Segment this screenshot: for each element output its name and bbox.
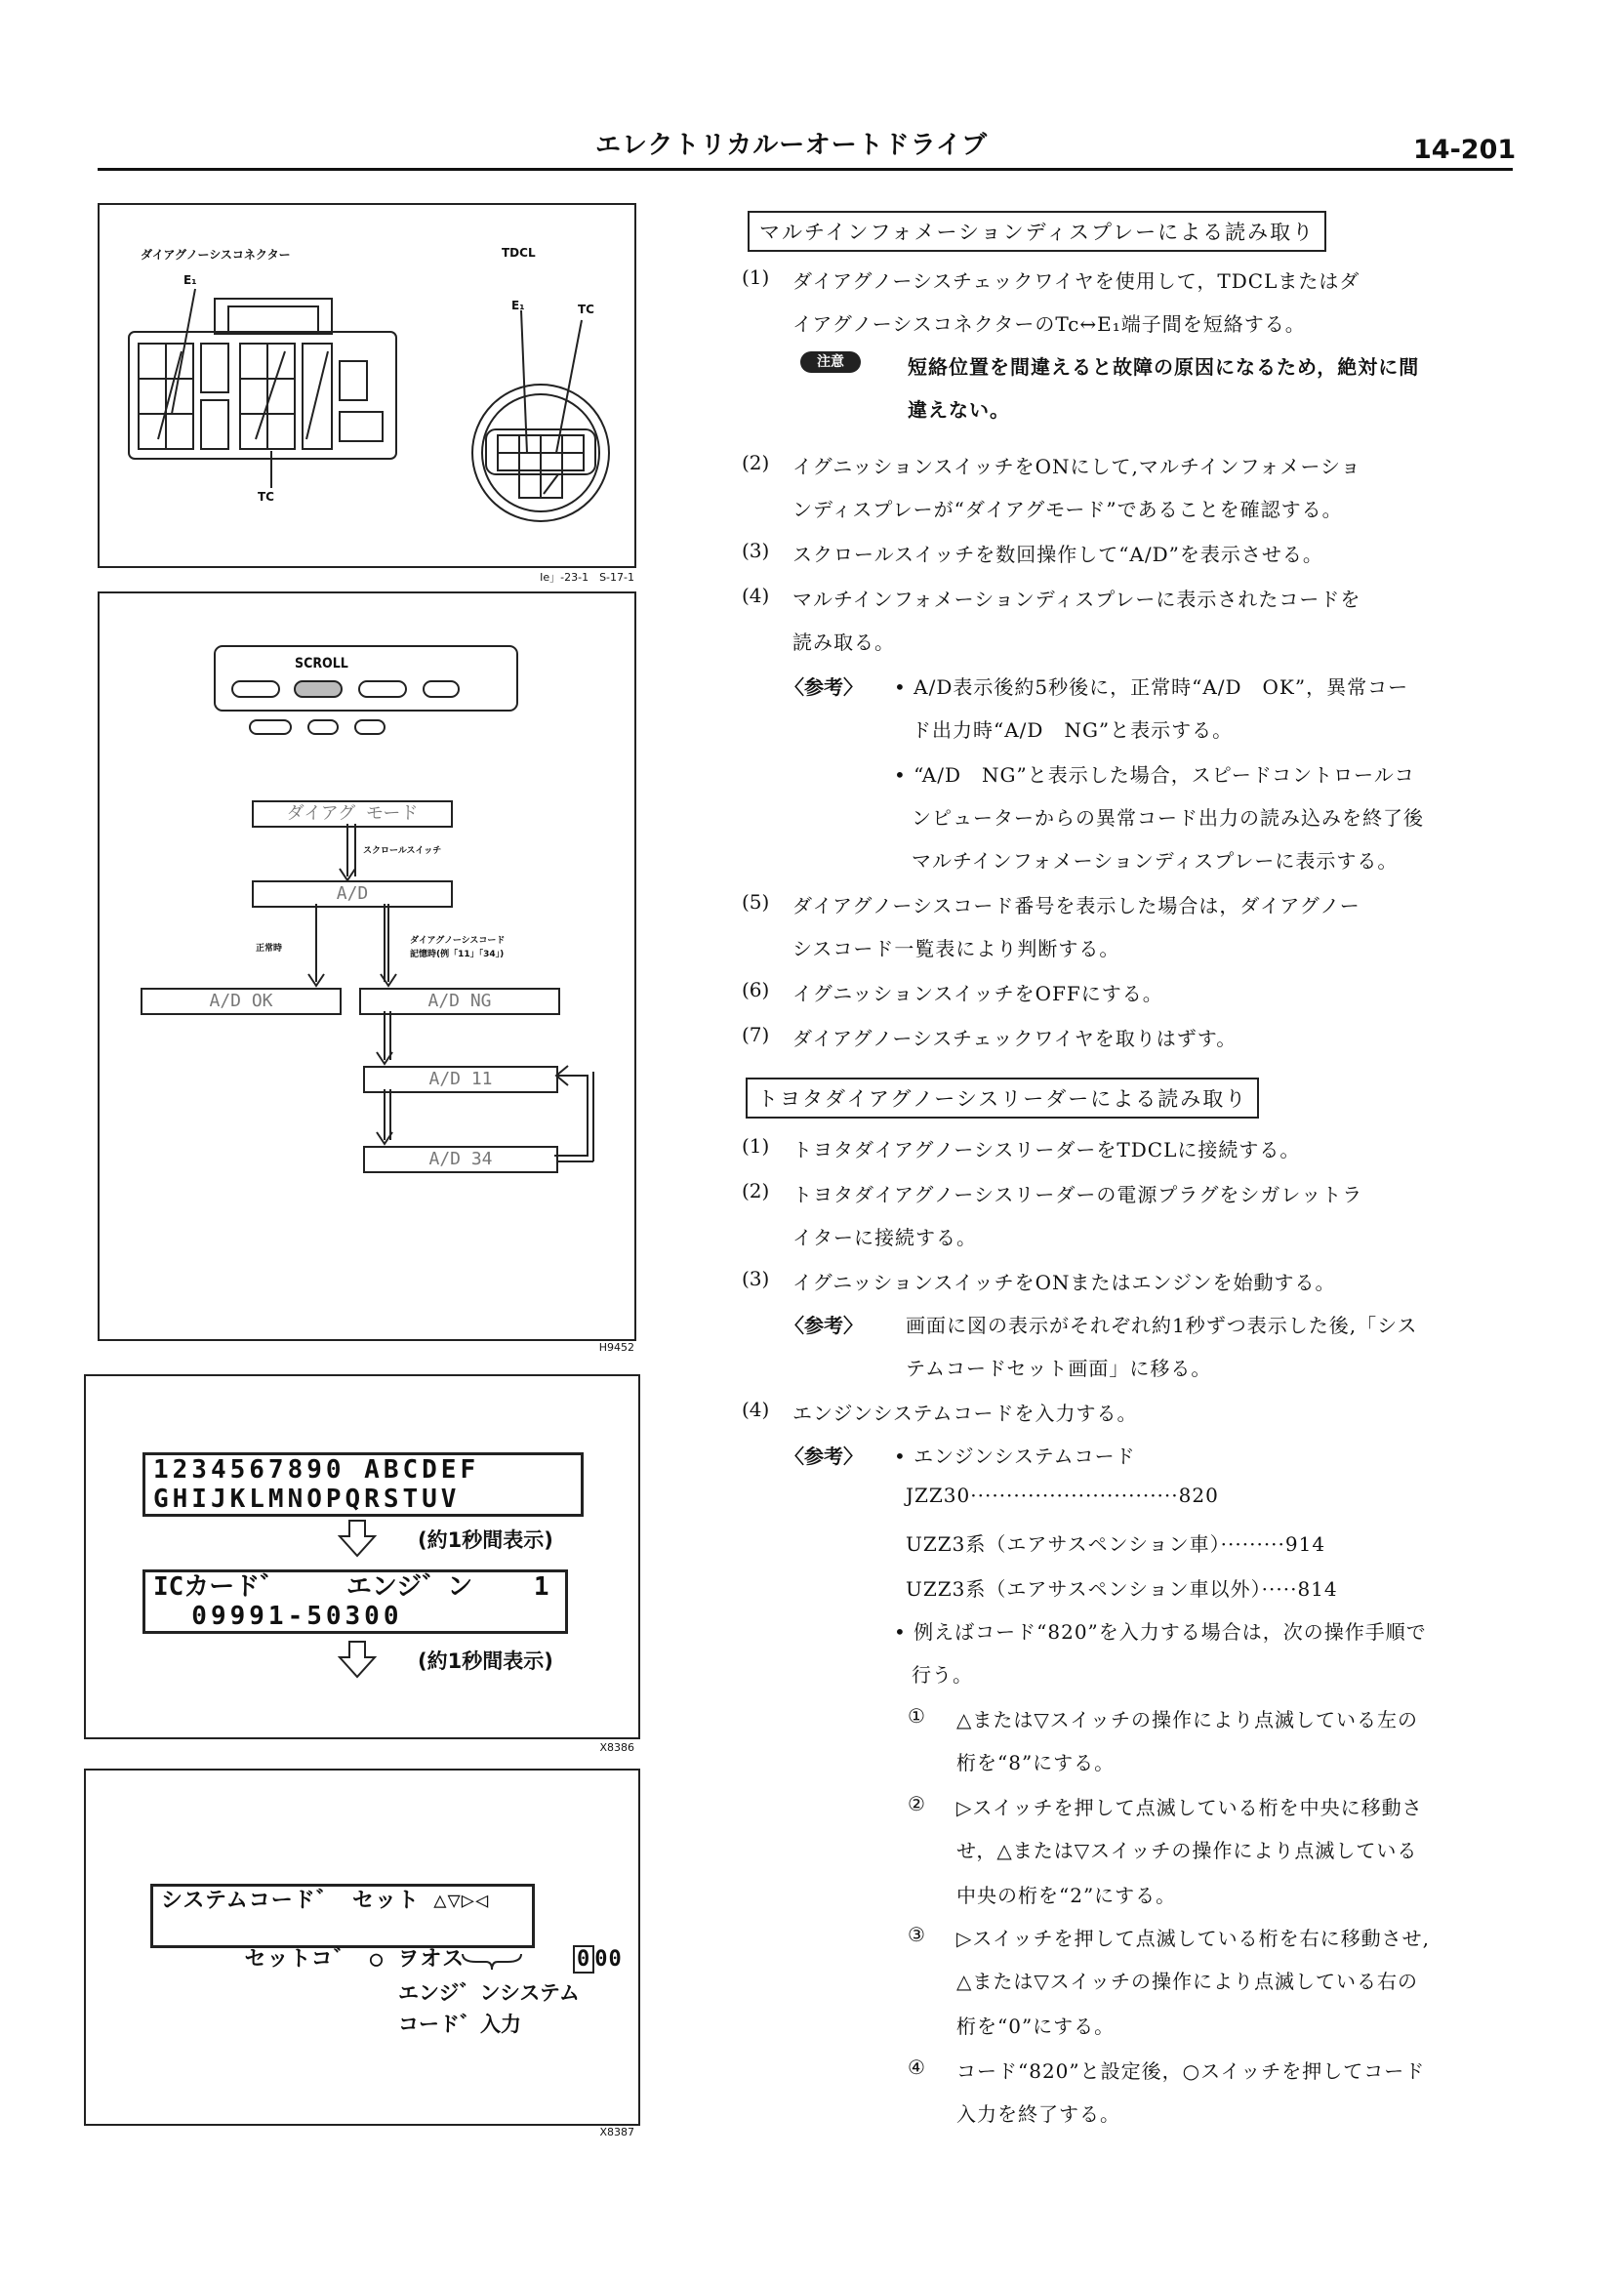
page-number: 14-201: [1413, 135, 1517, 165]
circle-2: ②: [908, 1792, 925, 1815]
lcd-system-code: [150, 1884, 623, 1972]
lcd-code-rest-digits: 00: [594, 1947, 623, 1972]
s2-step-2-num: (2): [742, 1179, 770, 1202]
example-line-1: • 例えばコード“820”を入力する場合は，次の操作手順で: [894, 1620, 1427, 1644]
engine-code-3: UZZ3系（エアサスペンション車以外）·····814: [906, 1577, 1338, 1601]
lcd-1-line-1: 1234567890 ABCDEF: [153, 1455, 480, 1485]
box-ad-34: A/D 34: [363, 1146, 558, 1173]
example-line-2: 行う。: [912, 1663, 973, 1687]
circle-2-line-3: 中央の桁を“2”にする。: [956, 1884, 1177, 1907]
figure-4-code: X8387: [599, 2126, 634, 2138]
figure-1-code: Ie」-23-1 S-17-1: [540, 571, 634, 584]
s1-step-3-line-1: スクロールスイッチを数回操作して“A/D”を表示させる。: [792, 543, 1323, 566]
s1-step-5-line-1: ダイアグノーシスコード番号を表示した場合は，ダイアグノー: [792, 894, 1360, 917]
connector-drawing: [100, 205, 634, 566]
lcd-2-line-2: 09991-50300: [153, 1602, 403, 1631]
s2-step-3-line-1: イグニッションスイッチをONまたはエンジンを始動する。: [792, 1271, 1336, 1294]
s1-ref-label: 〈参考〉: [785, 675, 863, 699]
s2-ref-label-1: 〈参考〉: [785, 1314, 863, 1337]
s2-ref-3-line-1: 画面に図の表示がそれぞれ約1秒ずつ表示した後,「シス: [906, 1314, 1418, 1337]
s1-ref-2-line-2: ンピューターからの異常コード出力の読み込みを終了後: [912, 806, 1424, 830]
s1-step-7-line-1: ダイアグノーシスチェックワイヤを取りはずす。: [792, 1027, 1238, 1050]
engine-code-1: JZZ30·····························820: [906, 1484, 1219, 1507]
s2-step-4-line-1: エンジンシステムコードを入力する。: [792, 1402, 1138, 1425]
engine-code-2: UZZ3系（エアサスペンション車）·········914: [906, 1532, 1326, 1556]
caution-line-1: 短絡位置を間違えると故障の原因になるため，絶対に間: [908, 355, 1420, 379]
diag-code-label-2: 記憶時(例「11」「34」): [410, 950, 505, 959]
s1-step-3-num: (3): [742, 539, 770, 562]
box-diag-mode: ダイアグ モード: [252, 800, 453, 828]
s2-step-3-num: (3): [742, 1267, 770, 1290]
down-arrow-icon-2: [338, 1640, 377, 1679]
s1-ref-1-line-2: ド出力時“A/D NG”と表示する。: [912, 718, 1234, 742]
section-1-heading: マルチインフォメーションディスプレーによる読み取り: [748, 211, 1326, 252]
s1-step-2-line-1: イグニッションスイッチをONにして,マルチインフォメーショ: [792, 455, 1361, 478]
engine-system-code-caption-1: エンジ゛ンシステム: [398, 1981, 580, 2005]
circle-4-line-1: コード“820”と設定後，○スイッチを押してコード: [956, 2059, 1426, 2083]
figure-reader-display: [84, 1374, 640, 1739]
page-header-title: エレクトリカルーオートドライブ: [595, 131, 989, 160]
lcd-system-line-1: システムコード゛ セット △▽▷◁: [161, 1889, 490, 1913]
s1-step-1-num: (1): [742, 265, 770, 289]
lcd-code-first-digit: 0: [573, 1945, 594, 1974]
circle-3-line-3: 桁を“0”にする。: [956, 2015, 1116, 2038]
circle-2-line-2: せ，△または▽スイッチの操作により点滅している: [956, 1839, 1418, 1862]
s1-step-4-num: (4): [742, 584, 770, 607]
box-ad-11: A/D 11: [363, 1066, 558, 1093]
lcd-2-line-1: ICカード゛ エンジ゛ン 1: [153, 1572, 549, 1602]
lcd-1-line-2: GHIJKLMNOPQRSTUV: [153, 1485, 461, 1514]
lcd-screen-2: [142, 1569, 568, 1634]
s2-step-1-line-1: トヨタダイアグノーシスリーダーをTDCLに接続する。: [792, 1138, 1301, 1161]
box-ad: A/D: [252, 880, 453, 908]
s1-step-5-num: (5): [742, 890, 770, 914]
circle-1-line-2: 桁を“8”にする。: [956, 1751, 1116, 1774]
s1-ref-2-line-1: • “A/D NG”と表示した場合，スピードコントロールコ: [894, 763, 1415, 787]
circle-3-line-2: △または▽スイッチの操作により点滅している右の: [956, 1970, 1418, 1993]
s2-step-4-num: (4): [742, 1398, 770, 1421]
box-ad-ng: A/D NG: [359, 988, 560, 1015]
scroll-panel-drawing: [100, 593, 634, 1339]
figure-2-code: H9452: [598, 1341, 634, 1354]
s1-step-7-num: (7): [742, 1023, 770, 1046]
circle-4: ④: [908, 2056, 925, 2079]
circle-2-line-1: ▷スイッチを押して点滅している桁を中央に移動さ: [956, 1796, 1423, 1819]
s1-step-1-line-2: イアグノーシスコネクターのTc↔E₁端子間を短絡する。: [792, 312, 1306, 336]
figure-flowchart: [98, 591, 636, 1341]
circle-3-line-1: ▷スイッチを押して点滅している桁を右に移動させ,: [956, 1927, 1430, 1950]
lcd-system-line-2-text: セットコ゛ ○ ヲオス: [244, 1947, 466, 1972]
s2-step-2-line-1: トヨタダイアグノーシスリーダーの電源プラグをシガレットラ: [792, 1183, 1363, 1206]
down-arrow-icon: [338, 1519, 377, 1558]
caution-icon: 注意: [800, 351, 861, 373]
figure-connectors: [98, 203, 636, 568]
figure-3-code: X8386: [599, 1741, 634, 1754]
s1-step-5-line-2: シスコード一覧表により判断する。: [792, 937, 1120, 960]
diag-code-label-1: ダイアグノーシスコード: [410, 936, 506, 946]
caption-2: (約1秒間表示): [418, 1649, 553, 1673]
s1-step-2-line-2: ンディスプレーが“ダイアグモード”であることを確認する。: [792, 498, 1343, 521]
tdcl-label: TDCL: [502, 246, 536, 260]
s1-step-1-line-1: ダイアグノーシスチェックワイヤを使用して，TDCLまたはダ: [792, 269, 1360, 293]
s1-step-6-line-1: イグニッションスイッチをOFFにする。: [792, 982, 1163, 1005]
circle-3: ③: [908, 1923, 925, 1946]
circle-1: ①: [908, 1704, 925, 1728]
header-rule: [98, 168, 1513, 171]
s1-step-4-line-1: マルチインフォメーションディスプレーに表示されたコードを: [792, 588, 1361, 611]
tc-label-right: TC: [578, 303, 594, 316]
figure-system-code-screen: [84, 1769, 640, 2126]
circle-4-line-2: 入力を終了する。: [956, 2102, 1120, 2126]
circle-1-line-1: △または▽スイッチの操作により点滅している左の: [956, 1708, 1418, 1731]
tc-label-left: TC: [258, 490, 274, 504]
scroll-label: SCROLL: [295, 656, 348, 672]
s2-ref-4-line-1: • エンジンシステムコード: [894, 1445, 1136, 1468]
s2-ref-label-2: 〈参考〉: [785, 1445, 863, 1468]
e1-label-left: E₁: [183, 273, 197, 287]
lcd-system-line-2: [153, 1916, 623, 1972]
s2-step-1-num: (1): [742, 1134, 770, 1158]
s1-ref-1-line-1: • A/D表示後約5秒後に，正常時“A/D OK”，異常コー: [894, 675, 1409, 699]
box-ad-ok: A/D OK: [141, 988, 342, 1015]
s2-step-2-line-2: イターに接続する。: [792, 1226, 977, 1249]
caution-line-2: 違えない。: [908, 398, 1010, 422]
code-brace: [461, 1952, 523, 1972]
scroll-switch-label: スクロールスイッチ: [363, 846, 442, 856]
engine-system-code-caption-2: コード゛入力: [398, 2013, 521, 2036]
normal-label: 正常時: [256, 944, 283, 954]
s2-ref-3-line-2: テムコードセット画面」に移る。: [906, 1357, 1212, 1380]
s1-ref-2-line-3: マルチインフォメーションディスプレーに表示する。: [912, 849, 1399, 873]
connector-label: ダイアグノーシスコネクター: [141, 248, 291, 262]
lcd-screen-1: [142, 1452, 584, 1517]
s1-step-2-num: (2): [742, 451, 770, 474]
s1-step-4-line-2: 読み取る。: [792, 631, 895, 654]
caption-1: (約1秒間表示): [418, 1528, 553, 1552]
s1-step-6-num: (6): [742, 978, 770, 1001]
e1-label-right: E₁: [511, 299, 525, 312]
section-2-heading: トヨタダイアグノーシスリーダーによる読み取り: [746, 1078, 1259, 1119]
